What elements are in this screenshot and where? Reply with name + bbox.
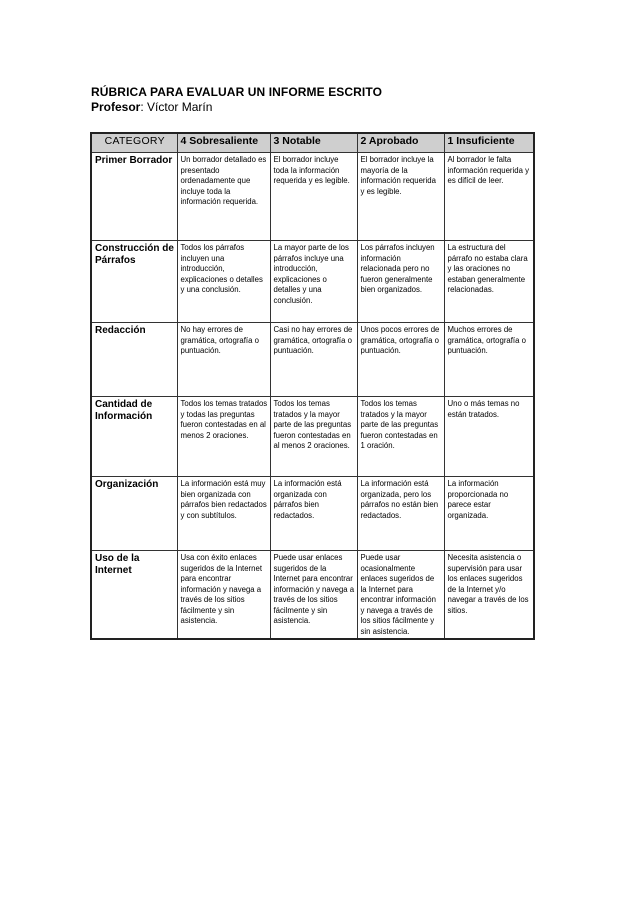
header-category: CATEGORY bbox=[91, 133, 177, 153]
row-category: Uso de la Internet bbox=[91, 551, 177, 640]
table-cell: La estructura del párrafo no estaba clara y las oraciones no estaban generalmente relacionadas. bbox=[444, 241, 534, 323]
table-row bbox=[91, 153, 534, 241]
table-cell: Casi no hay errores de gramática, ortografía o puntuación. bbox=[270, 323, 357, 397]
table-cell: Puede usar enlaces sugeridos de la Internet para encontrar información y navega a través de los sitios fácilmente y sin asistencia. bbox=[270, 551, 357, 640]
teacher-label: Profesor bbox=[91, 100, 141, 114]
table-cell: La información está organizada, pero los párrafos no están bien redactados. bbox=[357, 477, 444, 551]
table-cell: Puede usar ocasionalmente enlaces sugeridos de la Internet para encontrar información y navega a través de los sitios fácilmente y sin asistencia. bbox=[357, 551, 444, 640]
teacher-line bbox=[91, 100, 212, 114]
table-cell: Al borrador le falta información requerida y es difícil de leer. bbox=[444, 153, 534, 241]
page-title: RÚBRICA PARA EVALUAR UN INFORME ESCRITO bbox=[91, 85, 383, 99]
table-cell: No hay errores de gramática, ortografía o puntuación. bbox=[177, 323, 270, 397]
row-category: Cantidad de Información bbox=[91, 397, 177, 477]
teacher-separator: : bbox=[140, 100, 144, 114]
header-level-3: 3 Notable bbox=[270, 133, 357, 153]
table-cell: Todos los temas tratados y la mayor parte de las preguntas fueron contestadas en al menos 2 oraciones. bbox=[270, 397, 357, 477]
table-cell: La mayor parte de los párrafos incluye una introducción, explicaciones o detalles y una conclusión. bbox=[270, 241, 357, 323]
header-row bbox=[91, 133, 534, 153]
table-cell: Todos los temas tratados y la mayor parte de las preguntas fueron contestadas en 1 oración. bbox=[357, 397, 444, 477]
table-cell: La información está organizada con párrafos bien redactados. bbox=[270, 477, 357, 551]
header-level-2: 2 Aprobado bbox=[357, 133, 444, 153]
table-cell: Unos pocos errores de gramática, ortografía o puntuación. bbox=[357, 323, 444, 397]
table-cell: Usa con éxito enlaces sugeridos de la Internet para encontrar información y navega a través de los sitios fácilmente y sin asistencia. bbox=[177, 551, 270, 640]
table-cell: Un borrador detallado es presentado ordenadamente que incluye toda la información requerida. bbox=[177, 153, 270, 241]
table-cell: Uno o más temas no están tratados. bbox=[444, 397, 534, 477]
table-cell: Todos los párrafos incluyen una introducción, explicaciones o detalles y una conclusión. bbox=[177, 241, 270, 323]
row-category: Primer Borrador bbox=[91, 153, 177, 241]
table-row bbox=[91, 551, 534, 640]
table-cell: Todos los temas tratados y todas las preguntas fueron contestadas en al menos 2 oraciones. bbox=[177, 397, 270, 477]
header-level-1: 1 Insuficiente bbox=[444, 133, 534, 153]
table-cell: La información proporcionada no parece estar organizada. bbox=[444, 477, 534, 551]
row-category: Construcción de Párrafos bbox=[91, 241, 177, 323]
table-row bbox=[91, 397, 534, 477]
table-cell: Necesita asistencia o supervisión para usar los enlaces sugeridos de la Internet y/o navegar a través de los sitios. bbox=[444, 551, 534, 640]
table-row bbox=[91, 477, 534, 551]
header-level-4: 4 Sobresaliente bbox=[177, 133, 270, 153]
table-cell: Muchos errores de gramática, ortografía o puntuación. bbox=[444, 323, 534, 397]
table-cell: La información está muy bien organizada con párrafos bien redactados y con subtítulos. bbox=[177, 477, 270, 551]
table-cell: El borrador incluye toda la información requerida y es legible. bbox=[270, 153, 357, 241]
teacher-name: Víctor Marín bbox=[143, 100, 213, 114]
table-cell: El borrador incluye la mayoría de la información requerida y es legible. bbox=[357, 153, 444, 241]
table-row bbox=[91, 241, 534, 323]
rubric-table bbox=[90, 132, 535, 640]
row-category: Redacción bbox=[91, 323, 177, 397]
row-category: Organización bbox=[91, 477, 177, 551]
table-row bbox=[91, 323, 534, 397]
table-cell: Los párrafos incluyen información relacionada pero no fueron generalmente bien organizados. bbox=[357, 241, 444, 323]
